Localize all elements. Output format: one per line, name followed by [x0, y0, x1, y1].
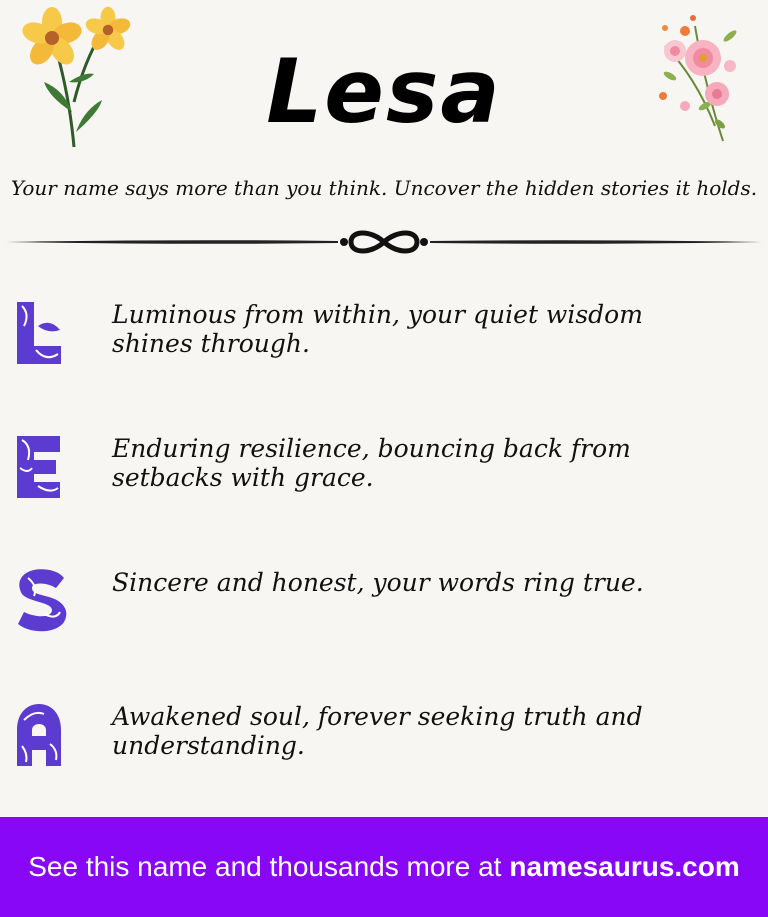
- letter-e-icon: [14, 434, 64, 500]
- list-item: [0, 300, 768, 380]
- site-link[interactable]: namesaurus.com: [509, 851, 740, 882]
- letter-l-icon: [14, 300, 64, 366]
- letter-a-icon: [14, 702, 64, 768]
- letter-s-icon: [14, 568, 70, 634]
- footer-text: See this name and thousands more at: [28, 851, 502, 882]
- letter-meaning: Enduring resilience, bouncing back from setbacks with grace.: [112, 434, 631, 492]
- tagline: Your name says more than you think. Uncover the hidden stories it holds.: [10, 176, 758, 200]
- letter-meaning: Awakened soul, forever seeking truth and understanding.: [112, 702, 643, 760]
- letter-meaning: Luminous from within, your quiet wisdom shines through.: [112, 300, 643, 358]
- footer-banner: [0, 817, 768, 917]
- list-item: [0, 702, 768, 782]
- list-item: [0, 434, 768, 514]
- letter-meaning: Sincere and honest, your words ring true.: [112, 568, 644, 597]
- page-title: Lesa: [266, 40, 502, 143]
- list-item: [0, 568, 768, 648]
- infinity-divider-icon: [6, 224, 762, 260]
